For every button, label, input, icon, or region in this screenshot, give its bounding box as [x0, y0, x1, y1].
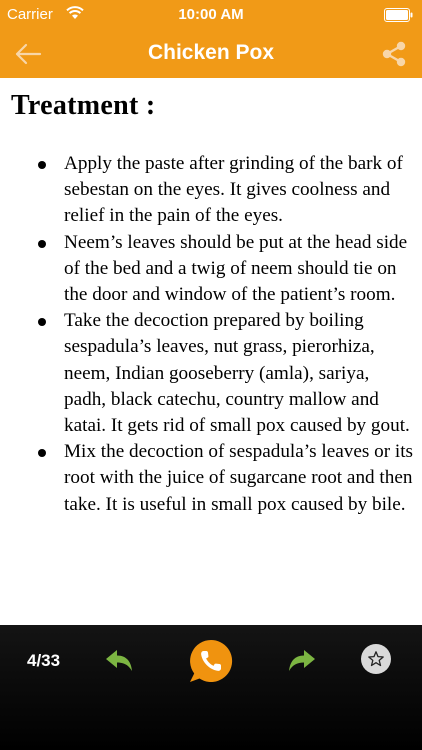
battery-icon [384, 8, 414, 22]
list-item [64, 439, 414, 518]
list-item [64, 151, 414, 230]
list-item-text: Apply the paste after grinding of the bark of sebestan on the eyes. It gives coolness and relief in the pain of the eyes. [64, 153, 403, 227]
section-heading: Treatment : [11, 90, 156, 121]
list-item [64, 308, 414, 439]
list-item [64, 230, 414, 309]
bullet-icon [38, 240, 46, 248]
favorite-button[interactable] [361, 644, 391, 674]
list-item-text: Neem’s leaves should be put at the head side of the bed and a twig of neem should tie on the door and window of the patient’s room. [64, 231, 408, 306]
status-bar [0, 0, 422, 30]
article-content [0, 78, 422, 625]
bullet-icon [38, 449, 46, 457]
clock-time: 10:00 AM [178, 6, 244, 23]
list-item-text: Mix the decoction of sespadula’s leaves or its root with the juice of sugarcane root and then take. It is useful in small pox caused by bile. [64, 441, 414, 515]
reply-arrow-icon[interactable] [104, 647, 134, 675]
carrier-label: Carrier [7, 6, 53, 23]
bottom-toolbar [0, 625, 422, 750]
forward-arrow-icon[interactable] [287, 647, 317, 675]
list-item-text: Take the decoction prepared by boiling sespadula’s leaves, nut grass, pierorhiza, neem, Indian gooseberry (amla), sariya, padh, black catechu, country mallow and katai. It gets rid of small pox caused by gout. [64, 310, 410, 437]
treatment-list [0, 151, 414, 518]
bullet-icon [38, 318, 46, 326]
nav-bar [0, 30, 422, 78]
page-counter: 4/33 [27, 651, 61, 670]
phone-chat-icon[interactable] [188, 638, 234, 684]
page-title: Chicken Pox [147, 41, 275, 64]
bullet-icon [38, 161, 46, 169]
share-icon[interactable] [380, 40, 408, 68]
star-icon [367, 650, 385, 668]
